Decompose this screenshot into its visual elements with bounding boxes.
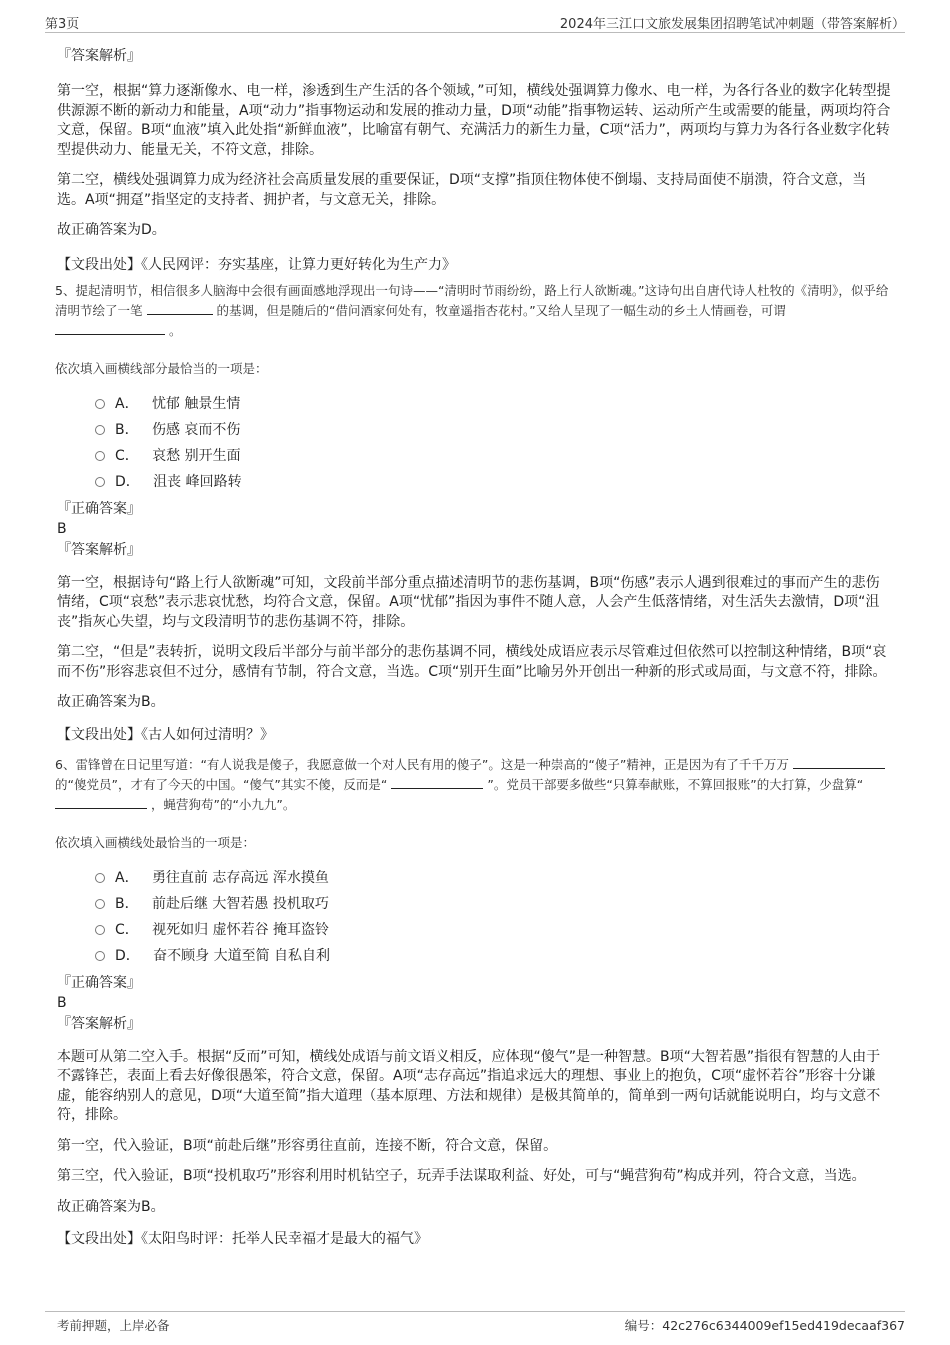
stem-text: 5、提起清明节，相信很多人脑海中会很有画面感地浮现出一句诗——“清明时节雨纷纷，路上行人欲断魂。”这诗句出自唐代诗人杜牧的《清明》，似乎给清明节绘了一笔 — [55, 282, 889, 318]
radio-icon[interactable] — [95, 899, 105, 909]
option-letter: B． — [115, 421, 139, 438]
answer-conclusion: 故正确答案为B。 — [57, 694, 165, 710]
option-a[interactable] — [95, 391, 893, 417]
analysis-label: 『答案解析』 — [57, 541, 141, 558]
analysis-paragraph: 第二空，“但是”表转折，说明文段后半部分与前半部分的悲伤基调不同，横线处成语应表示尽管难过但依然可以控制这种情绪，B项“哀而不伤”形容悲哀但不过分，感情有节制，符合文意，当选。C项“别开生面”比喻另外开创出一种新的形式或局面，与文意不符，排除。 — [57, 644, 887, 680]
option-a[interactable] — [95, 865, 893, 891]
radio-icon[interactable] — [95, 951, 105, 961]
stem-text: 6、雷锋曾在日记里写道：“有人说我是傻子，我愿意做一个对人民有用的傻子”。这是一种崇高的“傻子”精神，正是因为有了千千万万 — [55, 756, 789, 772]
option-text: 奋不顾身 大道至简 自私自利 — [153, 947, 331, 964]
question-5-options — [95, 391, 893, 495]
option-letter: C． — [115, 447, 139, 464]
fill-blank — [55, 795, 147, 809]
option-d[interactable] — [95, 469, 893, 495]
analysis-label: 『答案解析』 — [57, 1015, 141, 1032]
option-text: 哀愁 别开生面 — [152, 447, 241, 464]
correct-answer-label: 『正确答案』 — [57, 974, 141, 991]
option-c[interactable] — [95, 443, 893, 469]
analysis-paragraph: 第一空，代入验证，B项“前赴后继”形容勇往直前，连接不断，符合文意，保留。 — [57, 1137, 558, 1154]
source-citation: 【文段出处】《太阳鸟时评：托举人民幸福才是最大的福气》 — [57, 1231, 428, 1247]
stem-text: 的基调，但是随后的“借问酒家何处有，牧童遥指杏花村。”又给人呈现了一幅生动的乡土人情画卷，可谓 — [216, 302, 786, 318]
radio-icon[interactable] — [95, 873, 105, 883]
option-text: 沮丧 峰回路转 — [153, 473, 242, 490]
answer-conclusion: 故正确答案为B。 — [57, 1198, 165, 1215]
question-5-stem — [55, 281, 893, 341]
option-letter: D． — [115, 473, 140, 490]
page-footer — [45, 1311, 905, 1332]
radio-icon[interactable] — [95, 925, 105, 935]
option-c[interactable] — [95, 917, 893, 943]
option-d[interactable] — [95, 943, 893, 969]
stem-text: 的“傻党员”，才有了今天的中国。“傻气”其实不傻，反而是“ — [55, 776, 388, 792]
radio-icon[interactable] — [95, 451, 105, 461]
analysis-paragraph: 第三空，代入验证，B项“投机取巧”形容利用时机钻空子，玩弄手法谋取利益、好处，可与“蝇营狗苟”构成并列，符合文意，当选。 — [57, 1168, 866, 1184]
fill-blank — [391, 775, 483, 789]
correct-answer: B — [57, 994, 67, 1011]
question-6-stem — [55, 755, 893, 815]
footer-slogan: 考前押题，上岸必备 — [57, 1318, 170, 1333]
option-letter: D． — [115, 947, 140, 964]
fill-blank — [793, 755, 885, 769]
stem-text: ”。党员干部要多做些“只算奉献账，不算回报账”的大打算，少盘算“ — [487, 776, 864, 792]
option-text: 前赴后继 大智若愚 投机取巧 — [151, 895, 329, 912]
stem-text: 。 — [168, 322, 182, 338]
option-text: 伤感 哀而不伤 — [151, 421, 241, 438]
radio-icon[interactable] — [95, 425, 105, 435]
question-6-options — [95, 865, 893, 969]
question-instruction: 依次填入画横线部分最恰当的一项是： — [55, 360, 268, 376]
document-title: 2024年三江口文旅发展集团招聘笔试冲刺题（带答案解析） — [559, 17, 905, 32]
correct-answer-label: 『正确答案』 — [57, 500, 141, 517]
analysis-paragraph: 第二空，横线处强调算力成为经济社会高质量发展的重要保证，D项“支撑”指顶住物体使不倒塌、支持局面使不崩溃，符合文意，当选。A项“拥趸”指坚定的支持者、拥护者，与文意无关，排除。 — [57, 172, 867, 208]
document-body — [57, 40, 893, 1249]
correct-answer: B — [57, 520, 67, 537]
option-letter: A． — [115, 395, 139, 412]
stem-text: ，蝇营狗苟”的“小九九”。 — [150, 796, 296, 812]
option-b[interactable] — [95, 417, 893, 443]
fill-blank — [55, 321, 165, 335]
fill-blank — [147, 301, 213, 315]
option-text: 勇往直前 志存高远 浑水摸鱼 — [151, 869, 329, 886]
option-b[interactable] — [95, 891, 893, 917]
radio-icon[interactable] — [95, 477, 105, 487]
option-text: 忧郁 触景生情 — [151, 395, 241, 412]
analysis-paragraph: 第一空，根据“算力逐渐像水、电一样，渗透到生产生活的各个领域，”可知，横线处强调算力像水、电一样，为各行各业的数字化转型提供源源不断的新动力和能量，A项“动力”指事物运动和发展的推动力量，D项“动能”指事物运转、运动所产生或需要的能量，两项均符合文意，保留。B项“血液”填入此处指“新鲜血液”，比喻富有朝气、充满活力的新生力量，C项“活力”，两项均与算力为各行各业数字化转型提供动力、能量无关，不符文意，排除。 — [57, 83, 891, 158]
option-letter: B． — [115, 895, 139, 912]
document-id: 编号：42c276c6344009ef15ed419decaaf367 — [624, 1318, 905, 1333]
analysis-paragraph: 本题可从第二空入手。根据“反而”可知，横线处成语与前文语义相反，应体现“傻气”是一种智慧。B项“大智若愚”指很有智慧的人由于不露锋芒，表面上看去好像很愚笨，符合文意，保留。A项“志存高远”指追求远大的理想、事业上的抱负，C项“虚怀若谷”形容十分谦虚，能容纳别人的意见，D项“大道至简”指大道理（基本原理、方法和规律）是极其简单的，简单到一两句话就能说明白，均与文意不符，排除。 — [57, 1048, 881, 1123]
radio-icon[interactable] — [95, 399, 105, 409]
source-citation: 【文段出处】《古人如何过清明？》 — [57, 726, 274, 743]
source-citation: 【文段出处】《人民网评：夯实基座，让算力更好转化为生产力》 — [57, 256, 456, 273]
question-instruction: 依次填入画横线处最恰当的一项是： — [55, 834, 256, 850]
analysis-label: 『答案解析』 — [57, 48, 141, 64]
page-header — [45, 10, 905, 33]
answer-conclusion: 故正确答案为D。 — [57, 222, 166, 238]
option-letter: A． — [115, 869, 139, 886]
option-text: 视死如归 虚怀若谷 掩耳盗铃 — [152, 921, 330, 938]
analysis-paragraph: 第一空，根据诗句“路上行人欲断魂”可知，文段前半部分重点描述清明节的悲伤基调，B项“伤感”表示人遇到很难过的事而产生的悲伤情绪，C项“哀愁”表示悲哀忧愁，均符合文意，保留。A项“忧郁”指因为事件不随人意，人会产生低落情绪，对生活失去激情，D项“沮丧”指灰心失望，均与文段清明节的悲伤基调不符，排除。 — [57, 574, 880, 630]
page-number: 第3页 — [45, 17, 80, 32]
option-letter: C． — [115, 921, 139, 938]
